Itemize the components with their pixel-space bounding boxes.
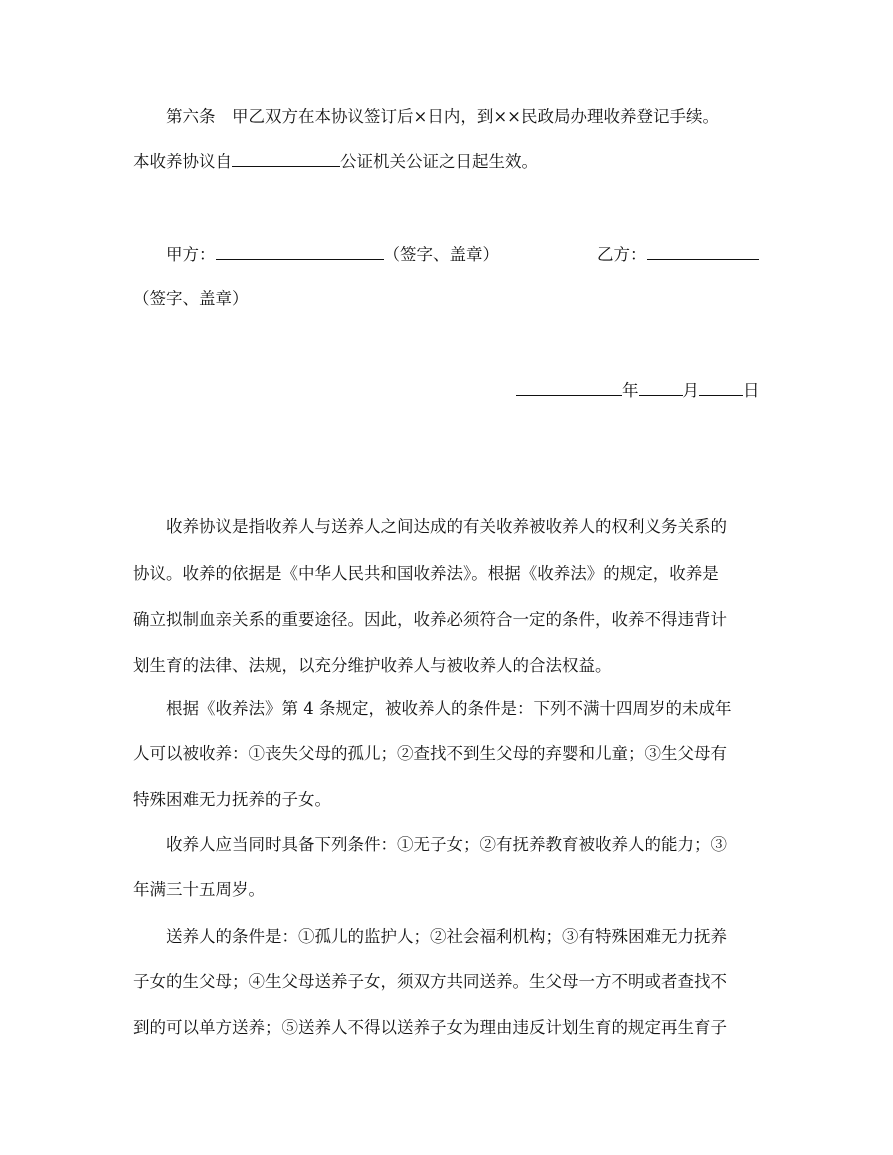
party-a-signature	[166, 243, 499, 267]
party-b-note: （签字、盖章）	[133, 289, 249, 308]
effective-clause-prefix: 本收养协议自	[133, 152, 232, 171]
party-b-signature	[597, 243, 759, 267]
note-p1-line-4: 划生育的法律、法规，以充分维护收养人与被收养人的合法权益。	[133, 656, 612, 675]
note-p4-line-3: 到的可以单方送养；⑤送养人不得以送养子女为理由违反计划生育的规定再生育子	[133, 1018, 727, 1037]
article-6-line-2	[133, 150, 538, 174]
day-label: 日	[743, 381, 760, 400]
month-label: 月	[682, 381, 699, 400]
party-b-blank	[647, 244, 759, 260]
notary-blank	[232, 151, 340, 167]
note-p1-line-3: 确立拟制血亲关系的重要途径。因此，收养必须符合一定的条件，收养不得违背计	[133, 610, 727, 629]
note-p2-line-3: 特殊困难无力抚养的子女。	[133, 790, 331, 809]
party-b-label: 乙方：	[597, 245, 647, 264]
party-a-label: 甲方：	[166, 245, 216, 264]
effective-clause-suffix: 公证机关公证之日起生效。	[340, 152, 538, 171]
article-6-line-1: 第六条 甲乙双方在本协议签订后×日内，到××民政局办理收养登记手续。	[166, 107, 719, 126]
note-p4-line-2: 子女的生父母；④生父母送养子女，须双方共同送养。生父母一方不明或者查找不	[133, 972, 727, 991]
party-a-note: （签字、盖章）	[383, 245, 499, 264]
year-label: 年	[622, 381, 639, 400]
note-p1-line-1: 收养协议是指收养人与送养人之间达成的有关收养被收养人的权利义务关系的	[166, 517, 727, 536]
note-p3-line-1: 收养人应当同时具备下列条件：①无子女；②有抚养教育被收养人的能力；③	[166, 835, 727, 854]
month-blank	[639, 380, 683, 396]
note-p1-line-2: 协议。收养的依据是《中华人民共和国收养法》。根据《收养法》的规定，收养是	[133, 564, 719, 583]
day-blank	[699, 380, 743, 396]
note-p2-line-2: 人可以被收养：①丧失父母的孤儿；②查找不到生父母的弃婴和儿童；③生父母有	[133, 744, 727, 763]
note-p2-line-1: 根据《收养法》第 4 条规定，被收养人的条件是：下列不满十四周岁的未成年	[166, 699, 732, 718]
note-p3-line-2: 年满三十五周岁。	[133, 880, 265, 899]
note-p4-line-1: 送养人的条件是：①孤儿的监护人；②社会福利机构；③有特殊困难无力抚养	[166, 927, 727, 946]
date-line	[516, 379, 760, 403]
party-a-blank	[216, 244, 384, 260]
year-blank	[516, 380, 622, 396]
